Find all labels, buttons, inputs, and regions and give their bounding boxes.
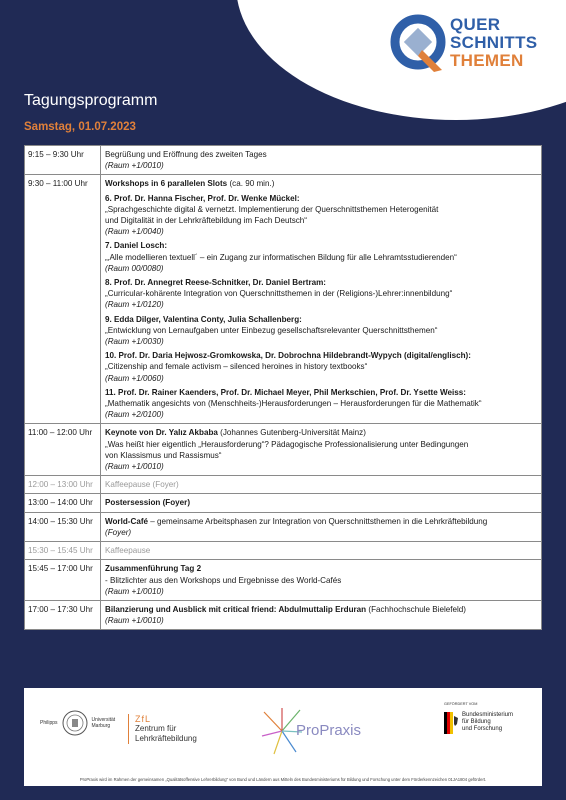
schedule-time: 13:00 – 14:00 Uhr — [25, 494, 101, 511]
schedule-line-text: „‚Alle modellieren textuell´ – ein Zugang zur informatischen Bildung für alle Lehramtsstudierenden“ — [105, 252, 457, 262]
schedule-content — [101, 175, 541, 423]
sponsor-footer — [24, 688, 542, 786]
schedule-row — [25, 494, 541, 512]
schedule-line-bold: 9. Edda Dilger, Valentina Conty, Julia Schallenberg: — [105, 314, 302, 324]
schedule-line — [105, 516, 537, 527]
schedule-row — [25, 513, 541, 542]
bmbf-line-1: Bundesministerium — [462, 712, 514, 718]
schedule-line — [105, 240, 537, 251]
schedule-content — [101, 494, 541, 511]
schedule-line — [105, 545, 537, 556]
schedule-line-text: (Fachhochschule Bielefeld) — [366, 604, 467, 614]
uni-name-left: Philipps — [40, 720, 58, 726]
bmbf-name — [462, 712, 513, 733]
schedule-line-bold: 8. Prof. Dr. Annegret Reese-Schnitker, Dr. Daniel Bertram: — [105, 278, 326, 288]
room-label — [105, 461, 537, 472]
uni-name-line-3: Marburg — [91, 723, 111, 729]
logo-q-icon — [390, 12, 448, 74]
page-title: Tagungsprogramm — [24, 92, 158, 109]
schedule-content — [101, 146, 541, 174]
schedule-line — [105, 149, 537, 160]
logo-line-3: THEMEN — [450, 51, 524, 70]
schedule-line-bold: 6. Prof. Dr. Hanna Fischer, Prof. Dr. Wenke Mückel: — [105, 193, 300, 203]
schedule-line-text: (Raum +2/0100) — [105, 410, 164, 420]
room-label — [105, 615, 537, 626]
schedule-line — [105, 450, 537, 461]
schedule-line-bold: World-Café — [105, 516, 149, 526]
schedule-content — [101, 513, 541, 541]
uni-name-right — [92, 717, 116, 729]
schedule-line-text: „Entwicklung von Lernaufgaben unter Einbezug gesellschaftsrelevanter Querschnittsthemen“ — [105, 325, 438, 335]
schedule-line — [105, 427, 537, 438]
schedule-time: 15:45 – 17:00 Uhr — [25, 560, 101, 600]
federal-eagle-icon — [444, 712, 458, 734]
zfl-line-2: Lehrkräftebildung — [135, 734, 197, 743]
schedule-time: 17:00 – 17:30 Uhr — [25, 601, 101, 629]
schedule-line — [105, 563, 537, 574]
schedule-line-bold: Bilanzierung und Ausblick mit critical friend: Abdulmuttalip Erduran — [105, 604, 367, 614]
schedule-line-text: (Raum +1/0010) — [105, 616, 164, 626]
logo-line-2: SCHNITTS — [450, 33, 538, 52]
room-label — [105, 527, 537, 538]
schedule-line-bold: Postersession (Foyer) — [105, 498, 191, 508]
schedule-line-text: Kaffeepause — [105, 546, 151, 556]
schedule-line — [105, 314, 537, 325]
schedule-line — [105, 178, 537, 189]
uni-name-line-2: Universität — [91, 717, 116, 723]
schedule-time: 12:00 – 13:00 Uhr — [25, 476, 101, 493]
schedule-line-text: (Raum +1/0010) — [105, 586, 164, 596]
schedule-row — [25, 476, 541, 494]
schedule-line-text: Begrüßung und Eröffnung des zweiten Tages — [105, 150, 267, 159]
schedule-content — [101, 560, 541, 600]
schedule-line-text: (Raum +1/0060) — [105, 373, 164, 383]
schedule-line-text: (Raum +1/0030) — [105, 337, 164, 347]
room-label — [105, 409, 537, 420]
schedule-content — [101, 601, 541, 629]
querschnittsthemen-logo — [390, 10, 560, 80]
zfl-title: ZfL — [135, 714, 152, 724]
schedule-time: 14:00 – 15:30 Uhr — [25, 513, 101, 541]
bmbf-line-3: und Forschung — [462, 726, 503, 732]
schedule-line-text: (Raum +1/0010) — [105, 161, 164, 171]
schedule-line — [105, 350, 537, 361]
schedule-line — [105, 439, 537, 450]
schedule-row — [25, 542, 541, 560]
schedule-line-bold: Keynote von Dr. Yalız Akbaba — [105, 428, 218, 438]
schedule-line — [105, 288, 537, 299]
schedule-line-bold: 7. Daniel Losch: — [105, 241, 168, 251]
schedule-line-text: – gemeinsame Arbeitsphasen zur Integration von Querschnittsthemen in die Lehrkräftebildung — [148, 516, 488, 526]
schedule-line-text: „Sprachgeschichte digital & vernetzt. Implementierung der Querschnittsthemen Heterogenität — [105, 204, 439, 214]
uni-marburg-logo — [40, 710, 115, 736]
schedule-line — [105, 387, 537, 398]
schedule-line-text: (Raum 00/0080) — [105, 263, 164, 273]
university-seal-icon — [62, 710, 88, 736]
schedule-line-text: (Raum +1/0120) — [105, 300, 164, 310]
schedule-line — [105, 204, 537, 215]
schedule-line — [105, 277, 537, 288]
room-label — [105, 299, 537, 310]
room-label — [105, 373, 537, 384]
schedule-time: 9:15 – 9:30 Uhr — [25, 146, 101, 174]
schedule-content — [101, 424, 541, 475]
schedule-line — [105, 479, 537, 490]
schedule-line — [105, 361, 537, 372]
schedule-time: 11:00 – 12:00 Uhr — [25, 424, 101, 475]
schedule-time: 15:30 – 15:45 Uhr — [25, 542, 101, 559]
schedule-content — [101, 476, 541, 493]
schedule-line-text: - Blitzlichter aus den Workshops und Ergebnisse des World-Cafés — [105, 575, 342, 585]
schedule-line — [105, 604, 537, 615]
schedule-line-text: (Raum +1/0010) — [105, 462, 164, 472]
schedule-line-text: „Mathematik angesichts von (Menschheits-)Herausforderungen – Herausforderungen für die Mathematik“ — [105, 399, 482, 409]
schedule-row — [25, 601, 541, 629]
room-label — [105, 226, 537, 237]
bmbf-funded-by: GEFÖRDERT VOM — [444, 702, 478, 706]
bmbf-logo — [444, 702, 534, 734]
bmbf-line-2: für Bildung — [462, 719, 491, 725]
schedule-row — [25, 175, 541, 424]
schedule-time: 9:30 – 11:00 Uhr — [25, 175, 101, 423]
zfl-logo — [128, 714, 197, 744]
schedule-table — [24, 145, 542, 630]
schedule-line-text: Kaffeepause (Foyer) — [105, 480, 179, 490]
schedule-line-bold: 11. Prof. Dr. Rainer Kaenders, Prof. Dr. Michael Meyer, Phil Merkschien, Prof. Dr. Ysette Weiss: — [105, 387, 466, 397]
schedule-line — [105, 325, 537, 336]
schedule-line-bold: 10. Prof. Dr. Daria Hejwosz-Gromkowska, Dr. Dobrochna Hildebrandt-Wypych (digital/englisch): — [105, 351, 471, 361]
propraxis-logo — [260, 706, 380, 756]
schedule-line-text: (Raum +1/0040) — [105, 227, 164, 237]
schedule-line — [105, 252, 537, 263]
room-label — [105, 160, 537, 171]
date-heading: Samstag, 01.07.2023 — [24, 121, 136, 133]
schedule-content — [101, 542, 541, 559]
schedule-line — [105, 575, 537, 586]
schedule-line-text: und Digitalität in der Lehrkräftebildung im Fach Deutsch“ — [105, 216, 307, 226]
funding-note: ProPraxis wird im Rahmen der gemeinsamen „Qualitätsoffensive Lehrerbildung“ von Bund und Ländern aus Mitteln des Bundesministeriums für Bildung und Forschung unter dem Förderkennzeichen 01JA1804 gefördert. — [79, 777, 487, 782]
schedule-line-text: von Klassismus und Rassismus“ — [105, 450, 222, 460]
logo-line-1: QUER — [450, 15, 501, 34]
schedule-line-text: (ca. 90 min.) — [227, 179, 275, 189]
schedule-line-bold: Zusammenführung Tag 2 — [105, 564, 202, 574]
schedule-line-text: „Was heißt hier eigentlich „Herausforderung“? Pädagogische Professionalisierung unter Bedingungen — [105, 439, 469, 449]
schedule-line-text: (Johannes Gutenberg-Universität Mainz) — [217, 428, 366, 438]
schedule-line — [105, 193, 537, 204]
schedule-row — [25, 560, 541, 601]
schedule-line — [105, 398, 537, 409]
schedule-line-bold: Workshops in 6 parallelen Slots — [105, 179, 228, 189]
room-label — [105, 263, 537, 274]
zfl-line-1: Zentrum für — [135, 724, 177, 733]
schedule-row — [25, 146, 541, 175]
schedule-line-text: „Citizenship and female activism – silenced heroines in history textbooks“ — [105, 362, 368, 372]
room-label — [105, 336, 537, 347]
propraxis-name: ProPraxis — [296, 722, 362, 739]
schedule-line — [105, 497, 537, 508]
schedule-line-text: „Curricular-kohärente Integration von Querschnittsthemen in der (Religions-)Lehrer:innenbildung“ — [105, 289, 453, 299]
schedule-line — [105, 215, 537, 226]
room-label — [105, 586, 537, 597]
schedule-line-text: (Foyer) — [105, 527, 132, 537]
schedule-row — [25, 424, 541, 476]
